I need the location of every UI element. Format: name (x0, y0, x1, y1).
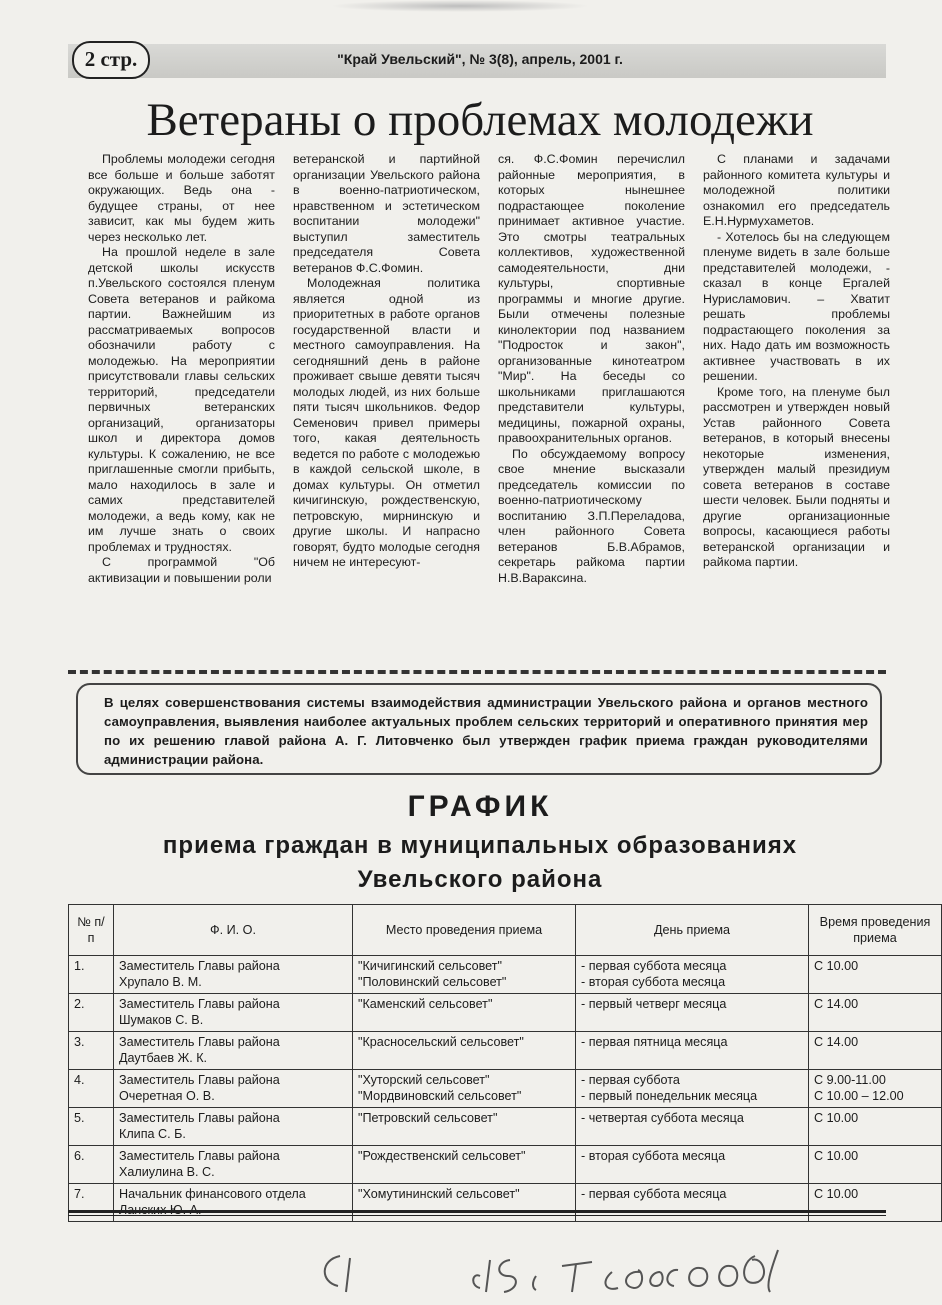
cell-fio-line: Заместитель Главы района (119, 1073, 280, 1087)
schedule-subtitle: приема граждан в муниципальных образованиях (162, 832, 798, 859)
cell-fio (114, 994, 353, 1032)
cell-num: 2. (69, 994, 114, 1032)
cell-fio-line: Заместитель Главы района (119, 1035, 280, 1049)
paragraph: Кроме того, на пленуме был рассмотрен и утвержден новый Устав районного Совета ветеранов, в который внесены некоторые изменения, утвержден малый президиум совета ветеранов в составе шести человек. Были подняты и другие организационные вопросы, касающиеся работы ветеранской организации и райкома партии. (703, 384, 890, 569)
cell-day-line: - четвертая суббота месяца (581, 1111, 744, 1125)
cell-place-line: "Петровский сельсовет" (358, 1111, 498, 1125)
header-fio: Ф. И. О. (114, 905, 353, 956)
cell-num: 1. (69, 956, 114, 994)
cell-day-line: - первая суббота (581, 1073, 680, 1087)
cell-time (809, 994, 942, 1032)
table-row (69, 1108, 942, 1146)
cell-place (353, 1146, 576, 1184)
cell-fio-line: Заместитель Главы района (119, 1111, 280, 1125)
cell-day-line: - вторая суббота месяца (581, 975, 726, 989)
cell-day (576, 1032, 809, 1070)
cell-fio (114, 1146, 353, 1184)
cell-place (353, 1108, 576, 1146)
cell-place-line: "Рождественский сельсовет" (358, 1149, 526, 1163)
cell-fio-line: Клипа С. Б. (119, 1127, 186, 1141)
header-day: День приема (576, 905, 809, 956)
cell-time (809, 1032, 942, 1070)
cell-place (353, 1070, 576, 1108)
cell-time-line: С 9.00-11.00 (814, 1073, 886, 1087)
cell-fio-line: Начальник финансового отдела (119, 1187, 306, 1201)
cell-place-line: "Кичигинский сельсовет" (358, 959, 503, 973)
cell-day-line: - первый понедельник месяца (581, 1089, 758, 1103)
cell-place (353, 994, 576, 1032)
header-place: Место проведения приема (353, 905, 576, 956)
schedule-table-body (69, 956, 942, 1222)
table-row (69, 1146, 942, 1184)
cell-time-line: С 10.00 (814, 1187, 859, 1201)
cell-time-line: С 10.00 (814, 1149, 859, 1163)
cell-fio (114, 1070, 353, 1108)
cell-place-line: "Половинский сельсовет" (358, 975, 507, 989)
table-row (69, 956, 942, 994)
cell-fio-line: Хрупало В. М. (119, 975, 202, 989)
cell-num: 3. (69, 1032, 114, 1070)
paragraph: ся. Ф.С.Фомин перечислил районные мероприятия, в которых нынешнее подрастающее поколение принимает активное участие. Это смотры театральных коллективов, художественной самодеятельности, дни культуры, спортивные программы и многие другие. Были отмечены полезные кинолектории под названием "Подросток и закон", организованные кинотеатром "Мир". На беседы со школьниками приглашаются представители культуры, медицины, пожарной охраны, правоохранительных органов. (498, 152, 685, 445)
header-num: № п/п (69, 905, 114, 956)
notice-box (76, 683, 882, 775)
cell-fio-line: Халиулина В. С. (119, 1165, 215, 1179)
cell-time (809, 956, 942, 994)
cell-num: 5. (69, 1108, 114, 1146)
cell-time-line: С 10.00 – 12.00 (814, 1089, 904, 1103)
cell-fio-line: Даутбаев Ж. К. (119, 1051, 208, 1065)
cell-day-line: - первый четверг месяца (581, 997, 727, 1011)
section-divider (68, 670, 886, 674)
paragraph: - Хотелось бы на следующем пленуме видеть в зале больше представителей молодежи, - сказал в конце Ергалей Нурисламович. – Хватит решать проблемы подрастающего поколения за них. Надо дать им возможность активнее участвовать в их решении. (703, 229, 890, 383)
article-column-1 (88, 152, 275, 652)
cell-time-line: С 10.00 (814, 1111, 859, 1125)
paragraph: Проблемы молодежи сегодня все больше и больше заботят окружающих. Ведь она - будущее страны, от нее зависит, как мы будем жить через несколько лет. (88, 152, 275, 244)
paragraph: По обсуждаемому вопросу свое мнение высказали председатель комиссии по военно-патриотическому воспитанию З.П.Переладова, член районного Совета ветеранов Б.В.Абрамов, секретарь райкома партии Н.В.Вараксина. (498, 446, 685, 585)
cell-num: 7. (69, 1184, 114, 1222)
cell-time-line: С 10.00 (814, 959, 859, 973)
cell-day-line: - первая суббота месяца (581, 959, 727, 973)
cell-fio-line: Ланских Ю. А. (119, 1203, 202, 1217)
scan-shadow (330, 0, 590, 12)
cell-day (576, 994, 809, 1032)
schedule-subtitle-district: Увельского района (357, 866, 603, 893)
masthead: "Край Увельский", № 3(8), апрель, 2001 г. (337, 51, 623, 67)
cell-place-line: "Красносельский сельсовет" (358, 1035, 524, 1049)
cell-num: 6. (69, 1146, 114, 1184)
table-row (69, 1070, 942, 1108)
cell-fio-line: Заместитель Главы района (119, 997, 280, 1011)
cell-day-line: - вторая суббота месяца (581, 1149, 726, 1163)
cell-fio (114, 956, 353, 994)
bottom-rule (68, 1210, 886, 1213)
cell-time (809, 1108, 942, 1146)
cell-day (576, 1070, 809, 1108)
table-row (69, 994, 942, 1032)
cell-day (576, 1108, 809, 1146)
cell-num: 4. (69, 1070, 114, 1108)
cell-time-line: С 14.00 (814, 1035, 859, 1049)
paragraph: На прошлой неделе в зале детской школы искусств п.Увельского состоялся пленум Совета ветеранов и райкома партии. Важнейшим из рассматриваемых вопросов обозначили работу с молодежью. На мероприятии присутствовали главы сельских территорий, председатели первичных ветеранских организаций, организаторы школ и директора домов культуры. К сожалению, не все приглашенные смогли прибыть, мало находилось в зале и самих представителей молодежи, а ведь кому, как не им лучше знать о своих проблемах и трудностях. (88, 245, 275, 554)
page-number: 2 стр. (72, 41, 150, 79)
cell-fio-line: Очеретная О. В. (119, 1089, 215, 1103)
cell-time (809, 1146, 942, 1184)
table-header-row (69, 905, 942, 956)
article-body (88, 152, 890, 652)
cell-day-line: - первая суббота месяца (581, 1187, 727, 1201)
cell-fio-line: Заместитель Главы района (119, 1149, 280, 1163)
paragraph: ветеранской и партийной организации Увельского района в военно-патриотическом, нравственном и эстетическом воспитании молодежи" выступил заместитель председателя Совета ветеранов Ф.С.Фомин. (293, 152, 480, 275)
cell-place-line: "Хомутининский сельсовет" (358, 1187, 520, 1201)
table-row (69, 1032, 942, 1070)
schedule-table-wrap (68, 904, 931, 1222)
cell-day (576, 956, 809, 994)
cell-fio (114, 1108, 353, 1146)
schedule-title: ГРАФИК (407, 790, 553, 823)
cell-place (353, 1032, 576, 1070)
cell-day-line: - первая пятница месяца (581, 1035, 728, 1049)
handwritten-signature (300, 1242, 800, 1298)
cell-place (353, 956, 576, 994)
cell-place-line: "Мордвиновский сельсовет" (358, 1089, 522, 1103)
cell-fio (114, 1032, 353, 1070)
cell-fio-line: Шумаков С. В. (119, 1013, 204, 1027)
cell-time (809, 1070, 942, 1108)
article-column-2 (293, 152, 480, 652)
article-column-3 (498, 152, 685, 652)
schedule-table (68, 904, 942, 1222)
bottom-rule-thin (68, 1215, 886, 1216)
cell-day (576, 1146, 809, 1184)
article-column-4 (703, 152, 890, 652)
cell-time-line: С 14.00 (814, 997, 859, 1011)
paragraph: С планами и задачами районного комитета культуры и молодежной политики ознакомил его председатель Е.Н.Нурмухаметов. (703, 152, 890, 228)
notice-text: В целях совершенствования системы взаимодействия администрации Увельского района и органов местного самоуправления, выявления наиболее актуальных проблем сельских территорий и оперативного принятия мер по их решению главой района А. Г. Литовченко был утвержден график приема граждан руководителями администрации района. (104, 695, 868, 767)
header-time: Время проведения приема (809, 905, 942, 956)
cell-place-line: "Хуторский сельсовет" (358, 1073, 490, 1087)
cell-fio-line: Заместитель Главы района (119, 959, 280, 973)
cell-place-line: "Каменский сельсовет" (358, 997, 493, 1011)
article-headline: Ветераны о проблемах молодежи (146, 94, 814, 146)
paragraph: С программой "Об активизации и повышении роли (88, 555, 275, 585)
paragraph: Молодежная политика является одной из приоритетных в работе органов государственной власти и местного самоуправления. На сегодняшний день в районе проживает свыше девяти тысяч молодых людей, из них больше пяти тысяч школьников. Федор Семенович привел примеры того, какая деятельность ведется по работе с молодежью в каждой сельской школе, в домах культуры. Он отметил кичигинскую, рождественскую, петровскую, мирнинскую и другие школы. И напрасно говорят, будто молодые сегодня ничем не интересуют- (293, 276, 480, 569)
